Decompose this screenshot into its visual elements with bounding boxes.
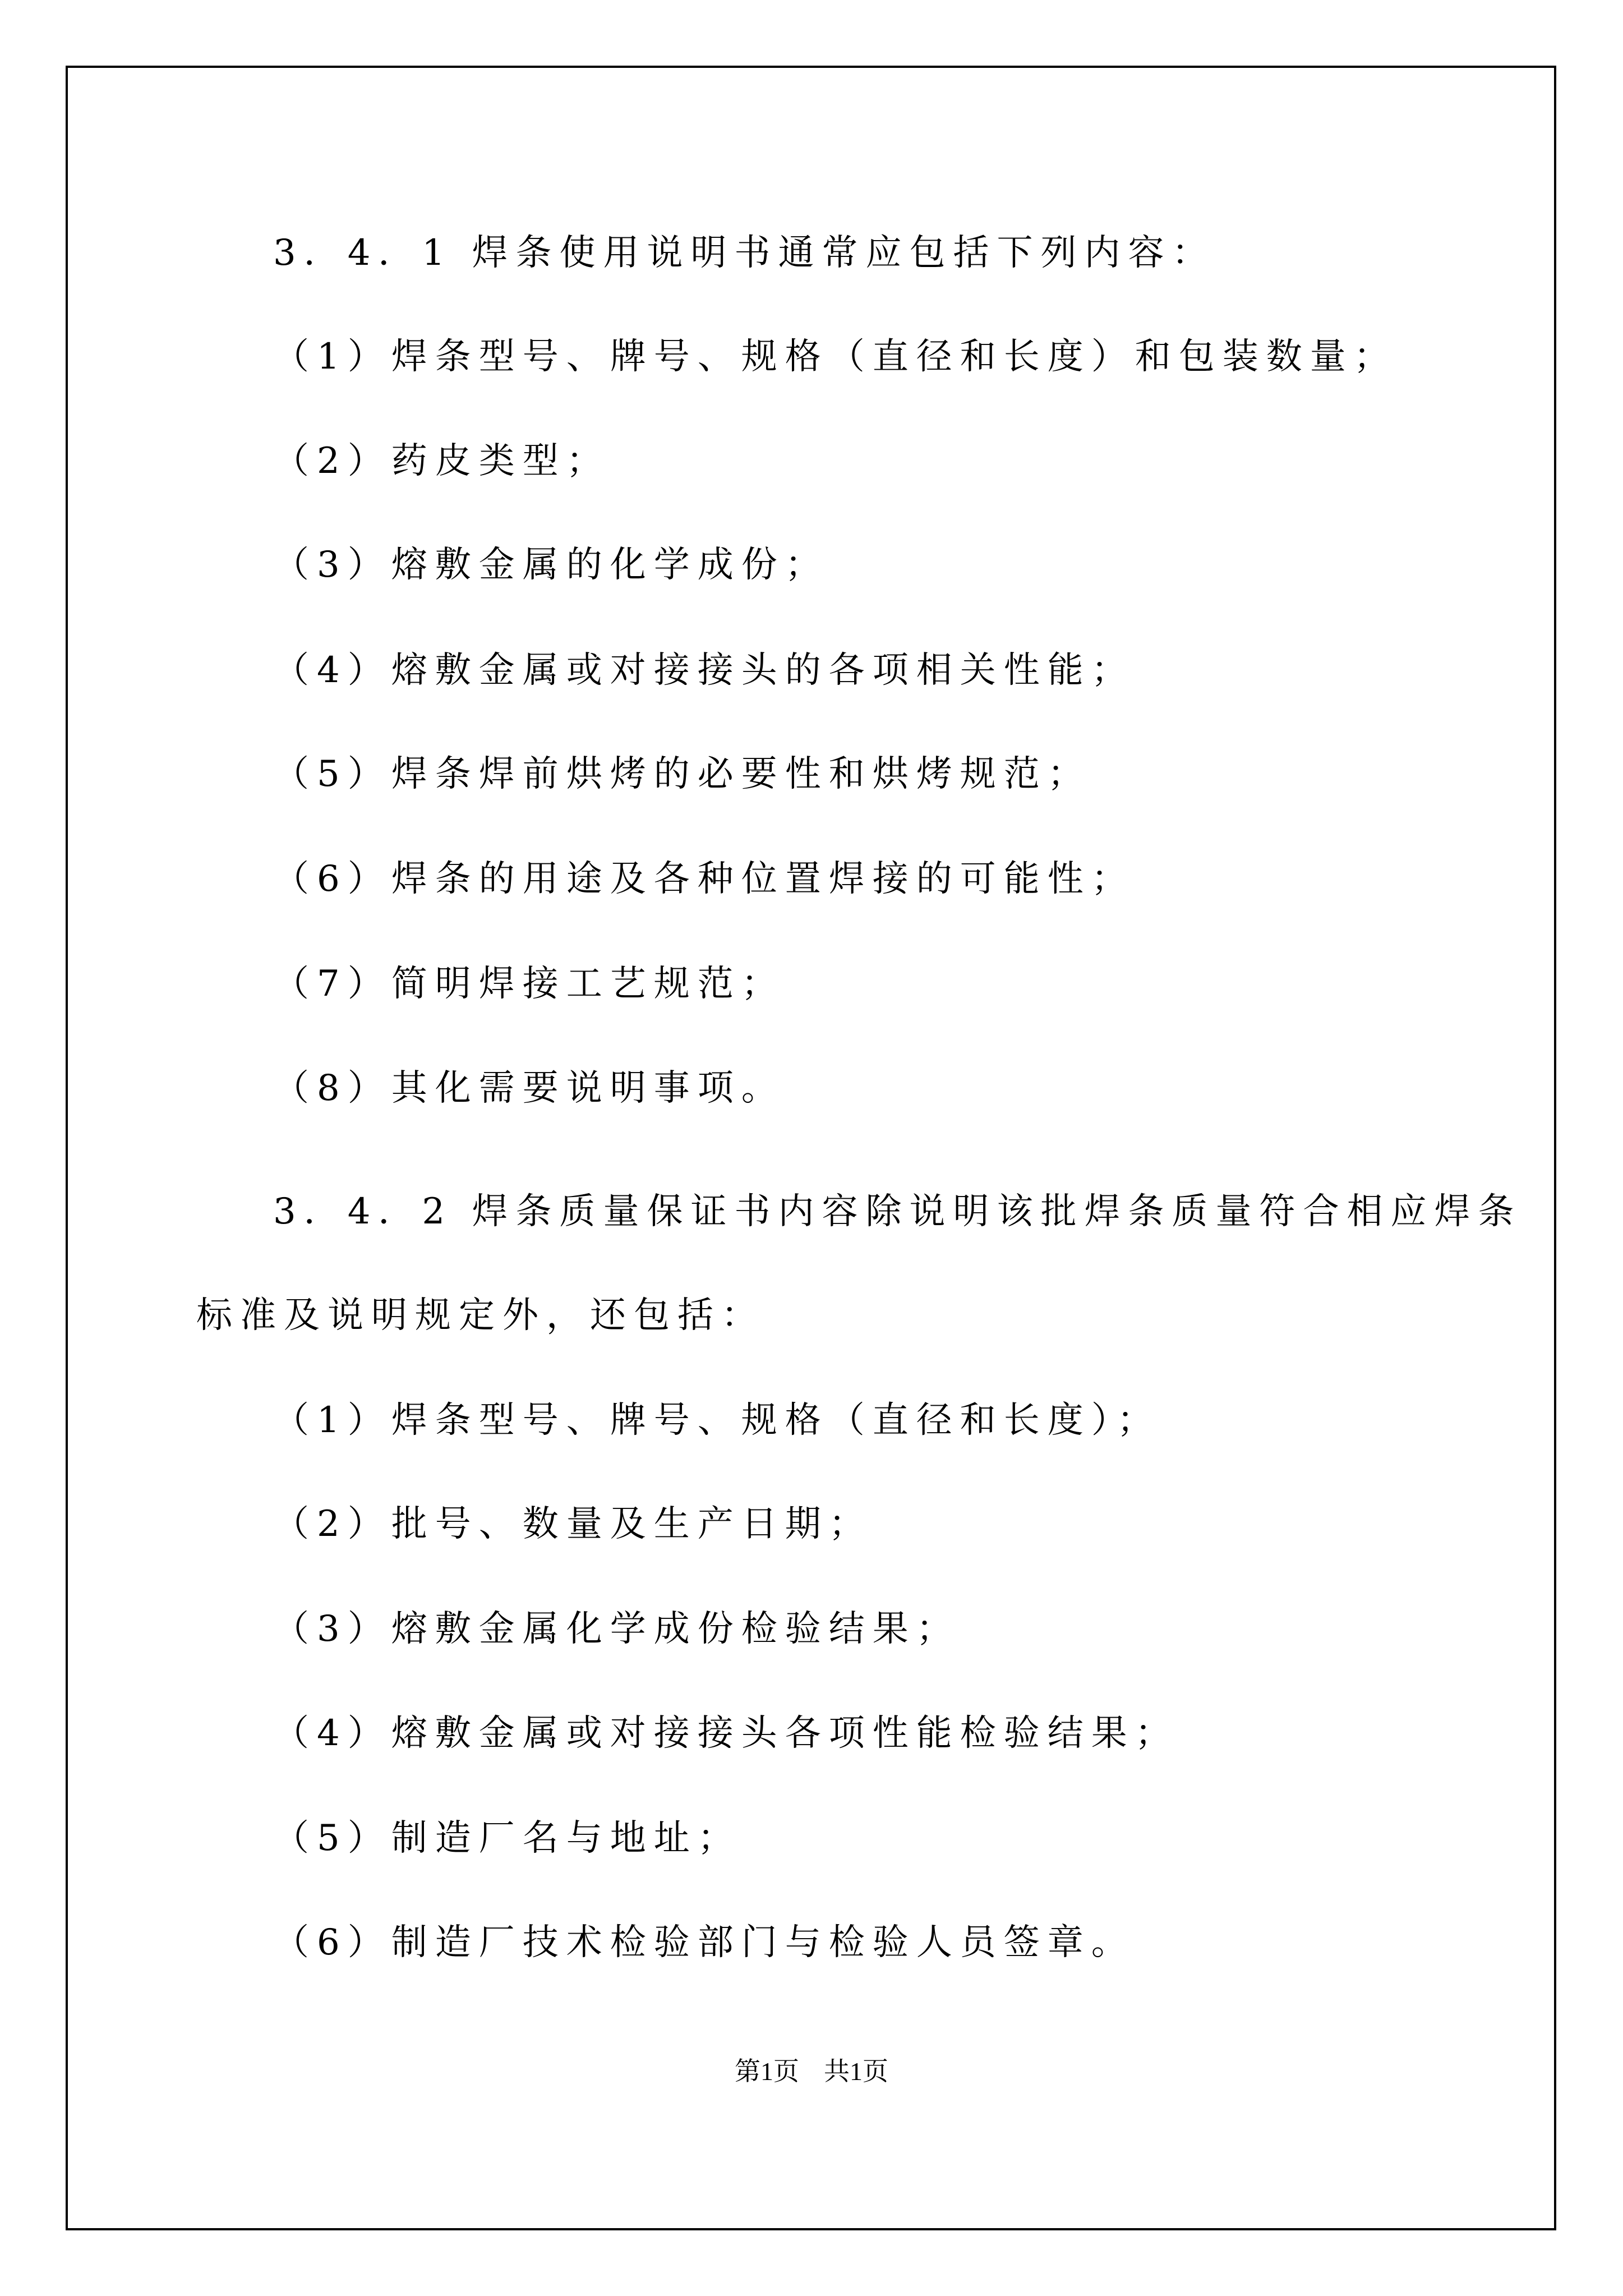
list-item: （4）熔敷金属或对接接头各项性能检验结果； bbox=[273, 1713, 1179, 1754]
list-item: （4）熔敷金属或对接接头的各项相关性能； bbox=[273, 650, 1135, 691]
list-item: （3）熔敷金属的化学成份； bbox=[273, 544, 829, 586]
section-3-4-1-heading: 3．4．1 焊条使用说明书通常应包括下列内容： bbox=[273, 232, 1216, 274]
page-footer bbox=[0, 2059, 1623, 2085]
list-item: （6）焊条的用途及各种位置焊接的可能性； bbox=[273, 858, 1135, 900]
page-number: 第1页 bbox=[735, 2057, 799, 2086]
list-item: （1）焊条型号、牌号、规格（直径和长度）和包装数量； bbox=[273, 336, 1398, 378]
list-item: （2）药皮类型； bbox=[273, 440, 610, 482]
list-item: （1）焊条型号、牌号、规格（直径和长度）； bbox=[273, 1400, 1161, 1441]
list-item: （6）制造厂技术检验部门与检验人员签章。 bbox=[273, 1922, 1135, 1963]
section-3-4-2-heading: 3．4．2 焊条质量保证书内容除说明该批焊条质量符合相应焊条 bbox=[273, 1191, 1522, 1232]
list-item: （8）其化需要说明事项。 bbox=[273, 1068, 785, 1109]
section-3-4-2-heading-continued: 标准及说明规定外，还包括： bbox=[196, 1295, 765, 1336]
list-item: （7）简明焊接工艺规范； bbox=[273, 963, 785, 1005]
list-item: （2）批号、数量及生产日期； bbox=[273, 1503, 873, 1545]
list-item: （5）制造厂名与地址； bbox=[273, 1818, 741, 1859]
page-border bbox=[66, 66, 1556, 2230]
list-item: （3）熔敷金属化学成份检验结果； bbox=[273, 1608, 960, 1650]
list-item: （5）焊条焊前烘烤的必要性和烘烤规范； bbox=[273, 753, 1091, 795]
page-total: 共1页 bbox=[824, 2057, 888, 2086]
